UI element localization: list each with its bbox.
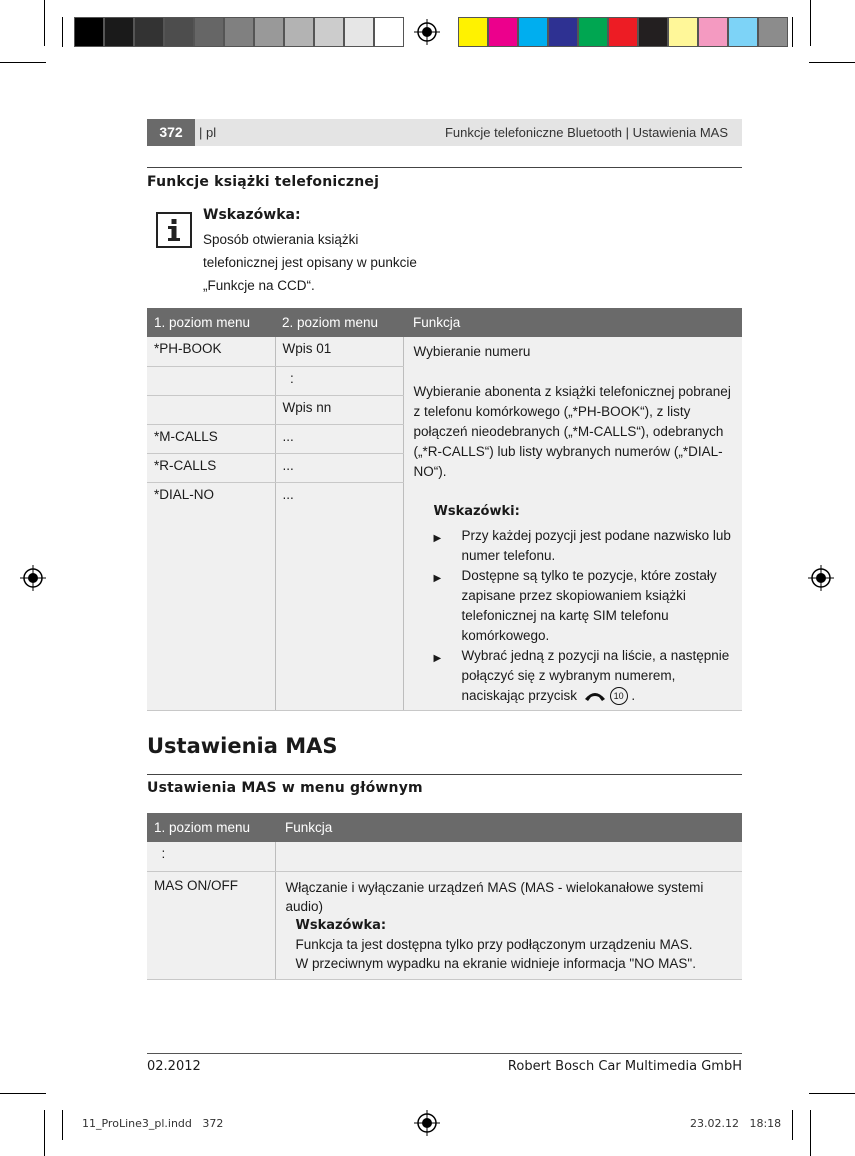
function-text: Włączanie i wyłączanie urządzeń MAS (MAS - wielokanałowe systemi audio) — [285, 879, 704, 914]
note-line: Funkcja ta jest dostępna tylko przy podłączonym urządzeniu MAS. — [295, 936, 693, 952]
button-number-badge: 10 — [610, 687, 628, 705]
color-swatch — [578, 17, 608, 47]
registration-mark-icon — [414, 19, 440, 45]
tip-item: ▶ Wybrać jedną z pozycji na liście, a następnie połączyć się z wybranym numerem, naciskając przycisk 10 . — [434, 646, 733, 706]
crop-mark — [809, 62, 855, 63]
language-code: | pl — [199, 125, 217, 140]
color-swatch — [608, 17, 638, 47]
section-heading: Funkcje książki telefonicznej — [147, 174, 380, 190]
color-swatch — [284, 17, 314, 47]
grayscale-strip — [74, 17, 404, 47]
table-cell: MAS ON/OFF — [147, 871, 275, 979]
crop-mark — [0, 1093, 46, 1094]
table-cell — [275, 842, 742, 871]
color-swatch — [224, 17, 254, 47]
info-icon — [156, 212, 192, 248]
note-title: Wskazówka: — [295, 917, 387, 933]
table-cell: : — [147, 842, 275, 871]
color-swatch — [728, 17, 758, 47]
color-swatch — [518, 17, 548, 47]
color-swatch — [698, 17, 728, 47]
registration-mark-icon — [414, 1110, 440, 1136]
tips-title: Wskazówki: — [433, 504, 520, 519]
table-cell — [147, 366, 275, 395]
color-swatch — [194, 17, 224, 47]
table-cell — [147, 395, 275, 424]
table-cell: : — [275, 366, 403, 395]
tip-item: ▶ Przy każdej pozycji jest podane nazwisko lub numer telefonu. — [434, 526, 733, 566]
footer-rule — [147, 1053, 742, 1054]
triangle-bullet-icon: ▶ — [433, 533, 442, 544]
function-title: Wybieranie numeru — [413, 344, 531, 359]
slug-filename: 11_ProLine3_pl.indd 372 — [82, 1117, 224, 1130]
crop-mark — [792, 17, 793, 47]
color-swatch — [758, 17, 788, 47]
note-line: W przeciwnym wypadku na ekranie widnieje informacja "NO MAS". — [295, 955, 696, 971]
color-swatch — [134, 17, 164, 47]
color-swatch — [314, 17, 344, 47]
crop-mark — [62, 17, 63, 47]
phone-handset-icon — [584, 690, 606, 702]
table-cell: *M-CALLS — [147, 424, 275, 453]
color-strip — [458, 17, 788, 47]
table-cell: *R-CALLS — [147, 453, 275, 482]
table-cell: *PH-BOOK — [147, 337, 275, 366]
crop-mark — [0, 62, 46, 63]
crop-mark — [44, 0, 45, 46]
table-header: Funkcja — [275, 813, 742, 842]
footer-date: 02.2012 — [147, 1059, 201, 1074]
table-cell: Wpis 01 — [275, 337, 403, 366]
color-swatch — [74, 17, 104, 47]
color-swatch — [374, 17, 404, 47]
color-swatch — [638, 17, 668, 47]
note-text: Sposób otwierania książki telefonicznej jest opisany w punkcie „Funkcje na CCD“. — [203, 232, 417, 293]
table-cell: ... — [275, 482, 403, 711]
registration-mark-icon — [20, 565, 46, 591]
color-swatch — [458, 17, 488, 47]
phonebook-table — [147, 308, 742, 711]
crop-mark — [810, 0, 811, 46]
function-body: Wybieranie abonenta z książki telefonicznej pobranej z telefonu komórkowego („*PH-BOOK“), z listy połączeń nieodebranych („*M-CALLS“), odebranych („*R-CALLS“) lub listy wybranych numerów („*DIAL-NO“). — [413, 384, 731, 479]
section-rule — [147, 167, 742, 168]
tip-item: ▶ Dostępne są tylko te pozycje, które zostały zapisane przez skopiowaniem książki telefonicznej na kartę SIM telefonu komórkowego. — [434, 566, 733, 646]
function-description — [403, 337, 742, 711]
crop-mark — [44, 1110, 45, 1156]
color-swatch — [344, 17, 374, 47]
table-header: Funkcja — [403, 308, 742, 337]
triangle-bullet-icon: ▶ — [433, 573, 442, 584]
color-swatch — [164, 17, 194, 47]
header-title: Funkcje telefoniczne Bluetooth | Ustawienia MAS — [444, 125, 728, 140]
table-header: 1. poziom menu — [147, 308, 275, 337]
color-swatch — [254, 17, 284, 47]
page-header — [147, 119, 742, 146]
footer-company: Robert Bosch Car Multimedia GmbH — [507, 1059, 742, 1074]
section-subheading: Ustawienia MAS w menu głównym — [147, 780, 423, 796]
table-cell: *DIAL-NO — [147, 482, 275, 711]
section-rule — [147, 774, 742, 775]
triangle-bullet-icon: ▶ — [433, 653, 442, 664]
slug-timestamp: 23.02.12 18:18 — [690, 1117, 782, 1130]
color-swatch — [548, 17, 578, 47]
table-cell: Wpis nn — [275, 395, 403, 424]
crop-mark — [810, 1110, 811, 1156]
table-cell: ... — [275, 453, 403, 482]
color-swatch — [488, 17, 518, 47]
table-cell: ... — [275, 424, 403, 453]
color-swatch — [104, 17, 134, 47]
crop-mark — [809, 1093, 855, 1094]
mas-table — [147, 813, 742, 980]
color-swatch — [668, 17, 698, 47]
function-description — [275, 871, 742, 979]
page-number: 372 — [147, 119, 195, 146]
section-title: Ustawienia MAS — [147, 734, 338, 758]
table-header: 1. poziom menu — [147, 813, 275, 842]
table-header: 2. poziom menu — [275, 308, 403, 337]
note-title: Wskazówka: — [203, 207, 301, 223]
crop-mark — [792, 1110, 793, 1140]
crop-mark — [62, 1110, 63, 1140]
registration-mark-icon — [808, 565, 834, 591]
